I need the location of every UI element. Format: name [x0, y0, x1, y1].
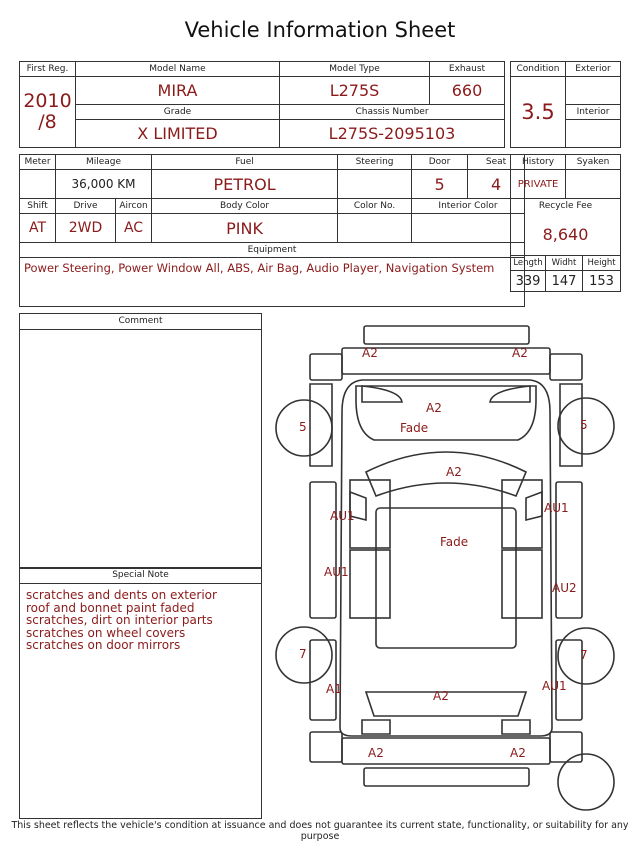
- body-outline: [340, 380, 552, 736]
- meter-label: Meter: [20, 155, 56, 170]
- comment-label: Comment: [20, 314, 261, 330]
- first-reg-month: /8: [38, 111, 57, 133]
- mark-left-rear-quarter: A1: [326, 682, 342, 696]
- mileage-label: Mileage: [56, 155, 152, 170]
- color-no-label: Color No.: [338, 199, 412, 214]
- left-taillight: [362, 720, 390, 734]
- steering-value: [338, 170, 412, 199]
- fuel-label: Fuel: [152, 155, 338, 170]
- steering-label: Steering: [338, 155, 412, 170]
- mileage-value: 36,000 KM: [56, 170, 152, 199]
- right-headlight: [490, 386, 530, 402]
- mark-right-front-wheel: 5: [580, 418, 588, 432]
- grade-label: Grade: [76, 105, 280, 120]
- body-color-label: Body Color: [152, 199, 338, 214]
- history-label: History: [511, 155, 566, 170]
- condition-value: 3.5: [511, 77, 566, 148]
- length-label: Length: [511, 256, 546, 271]
- first-reg-label: First Reg.: [20, 62, 76, 77]
- mark-left-rear-door: AU1: [324, 565, 349, 579]
- mark-right-rear-wheel: 7: [580, 648, 588, 662]
- syaken-value: [566, 170, 621, 199]
- mark-rear-bumper-right: A2: [510, 746, 526, 760]
- seat-value: 4: [468, 170, 525, 199]
- model-name-label: Model Name: [76, 62, 280, 77]
- mark-bonnet-front: A2: [426, 401, 442, 415]
- special-note-label: Special Note: [20, 568, 261, 584]
- equipment-label: Equipment: [20, 243, 525, 258]
- registration-table: [19, 61, 505, 148]
- first-reg-value: [20, 77, 76, 148]
- mark-front-bumper-left: A2: [362, 346, 378, 360]
- condition-table: [510, 61, 621, 148]
- left-side-sill: [310, 482, 336, 618]
- condition-label: Condition: [511, 62, 566, 77]
- syaken-label: Syaken: [566, 155, 621, 170]
- model-type-label: Model Type: [280, 62, 430, 77]
- model-type-value: L275S: [280, 77, 430, 105]
- car-damage-diagram: [270, 320, 630, 820]
- front-bumper-top: [364, 326, 529, 344]
- right-rear-corner: [550, 732, 582, 762]
- mark-windshield: A2: [446, 465, 462, 479]
- exhaust-label: Exhaust: [430, 62, 505, 77]
- recycle-fee-label: Recycle Fee: [511, 199, 621, 214]
- left-front-corner: [310, 354, 342, 380]
- aircon-label: Aircon: [116, 199, 152, 214]
- right-taillight: [502, 720, 530, 734]
- mark-right-rear-door: AU2: [552, 581, 577, 595]
- drive-value: 2WD: [56, 214, 116, 243]
- mark-roof: Fade: [440, 535, 469, 549]
- left-front-door: [350, 480, 390, 548]
- exterior-value: [566, 77, 621, 105]
- history-value: PRIVATE: [511, 170, 566, 199]
- height-value: 153: [583, 271, 621, 292]
- page-title: Vehicle Information Sheet: [184, 18, 456, 42]
- roof-panel: [376, 508, 516, 648]
- right-rear-door: [502, 550, 542, 618]
- rear-bumper-bottom: [364, 768, 529, 786]
- shift-value: AT: [20, 214, 56, 243]
- mark-rear-bumper-left: A2: [368, 746, 384, 760]
- mark-right-front-door: AU1: [544, 501, 569, 515]
- interior-color-value: [412, 214, 525, 243]
- mark-left-rear-wheel: 7: [299, 647, 307, 661]
- body-color-value: PINK: [152, 214, 338, 243]
- left-rear-door: [350, 550, 390, 618]
- grade-value: X LIMITED: [76, 120, 280, 148]
- exhaust-value: 660: [430, 77, 505, 105]
- right-front-door: [502, 480, 542, 548]
- right-mirror: [526, 492, 542, 520]
- interior-color-label: Interior Color: [412, 199, 525, 214]
- drive-label: Drive: [56, 199, 116, 214]
- left-rear-corner: [310, 732, 342, 762]
- width-label: Widht: [546, 256, 583, 271]
- bonnet-panel: [356, 386, 536, 440]
- equipment-value: Power Steering, Power Window All, ABS, Air Bag, Audio Player, Navigation System: [20, 258, 525, 307]
- length-value: 339: [511, 271, 546, 292]
- aircon-value: AC: [116, 214, 152, 243]
- specification-table: [19, 154, 525, 307]
- height-label: Height: [583, 256, 621, 271]
- interior-label: Interior: [566, 105, 621, 120]
- door-label: Door: [412, 155, 468, 170]
- mark-left-front-door: AU1: [330, 509, 355, 523]
- left-headlight: [362, 386, 402, 402]
- special-note-item: scratches on door mirrors: [26, 638, 181, 652]
- interior-value: [566, 120, 621, 148]
- mark-right-rear-quarter: AU1: [542, 679, 567, 693]
- chassis-number-label: Chassis Number: [280, 105, 505, 120]
- model-name-value: MIRA: [76, 77, 280, 105]
- mark-front-bumper-right: A2: [512, 346, 528, 360]
- special-note-item: scratches, dirt on interior parts: [26, 613, 213, 627]
- door-value: 5: [412, 170, 468, 199]
- mark-rear-glass: A2: [433, 689, 449, 703]
- special-note-list: [20, 584, 261, 657]
- color-no-value: [338, 214, 412, 243]
- exterior-label: Exterior: [566, 62, 621, 77]
- chassis-number-value: L275S-2095103: [280, 120, 505, 148]
- mark-left-front-wheel: 5: [299, 420, 307, 434]
- special-note-item: scratches on wheel covers: [26, 625, 186, 640]
- shift-label: Shift: [20, 199, 56, 214]
- fuel-value: PETROL: [152, 170, 338, 199]
- history-table: [510, 154, 621, 292]
- right-front-corner: [550, 354, 582, 380]
- comment-box: [19, 313, 262, 569]
- seat-label: Seat: [468, 155, 525, 170]
- special-note-item: roof and bonnet paint faded: [26, 600, 195, 615]
- recycle-fee-value: 8,640: [511, 213, 621, 256]
- special-note-box: [19, 567, 262, 819]
- first-reg-year: 2010: [23, 90, 72, 112]
- footer-disclaimer: This sheet reflects the vehicle's condition at issuance and does not guarantee its current state, functionality, or suitability for any purpose: [11, 820, 629, 842]
- special-note-item: scratches and dents on exterior: [26, 588, 217, 602]
- meter-value: [20, 170, 56, 199]
- width-value: 147: [546, 271, 583, 292]
- mark-bonnet: Fade: [400, 421, 429, 435]
- spare-wheel: [558, 754, 614, 810]
